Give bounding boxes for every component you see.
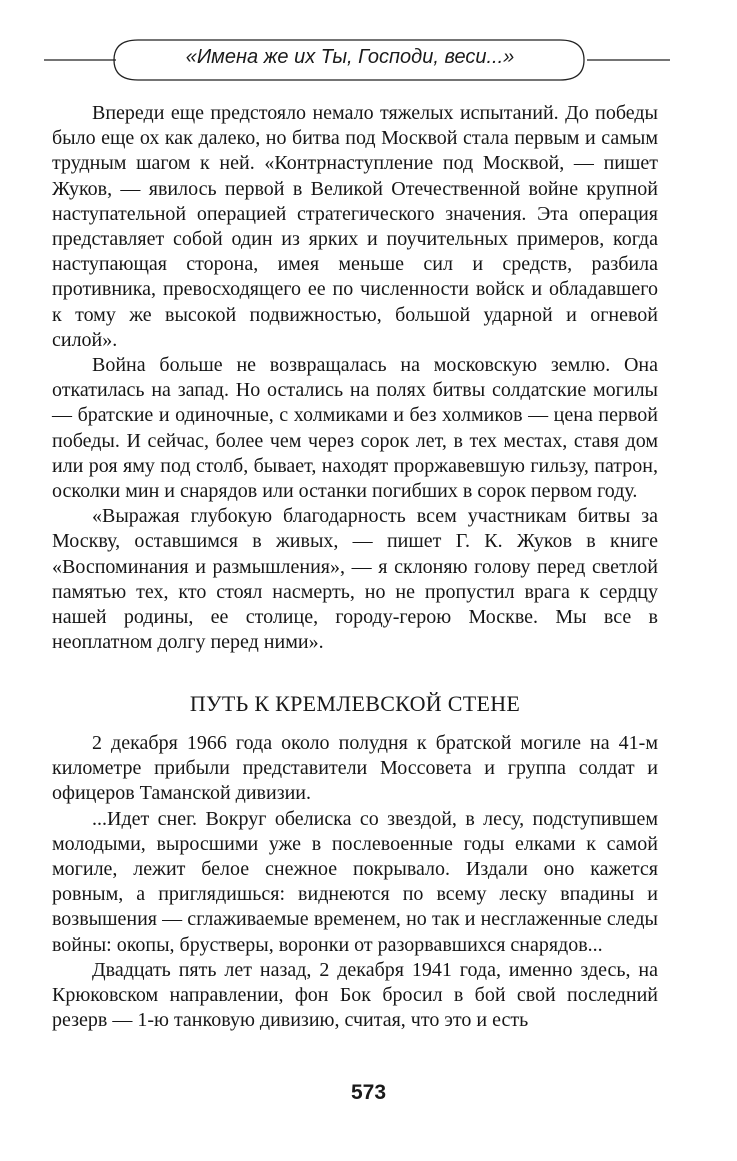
running-header [0, 0, 737, 110]
paragraph: «Выражая глубокую благодарность всем участникам битвы за Москву, оставшимся в живых, — пишет Г. К. Жуков в книге «Воспоминания и размышления», — я склоняю голову перед светлой памятью тех, кто стоял насмерть, но не пропустил врага к сердцу нашей родины, ее столице, городу-герою Москве. Мы все в неоплатном долгу перед ними». [52, 505, 658, 654]
paragraph: Война больше не возвращалась на московскую землю. Она откатилась на запад. Но остались на полях битвы солдатские могилы — братские и одиночные, с холмиками и без холмиков — цена первой победы. И сейчас, более чем через сорок лет, в тех местах, ставя дом или роя яму под столб, бывает, находят проржавевшую гильзу, патрон, осколки мин и снарядов или останки погибших в сорок первом году. [52, 354, 658, 503]
page-number: 573 [350, 1081, 387, 1104]
running-title: «Имена же их Ты, Господи, веси...» [185, 46, 515, 68]
paragraph: Двадцать пять лет назад, 2 декабря 1941 года, именно здесь, на Крюковском направлении, фон Бок бросил в бой свой последний резерв — 1-ю танковую дивизию, считая, что это и есть [52, 958, 658, 1032]
paragraph: 2 декабря 1966 года около полудня к братской могиле на 41-м километре прибыли представители Моссовета и группа солдат и офицеров Таманской дивизии. [52, 732, 658, 805]
section-heading: ПУТЬ К КРЕМЛЕВСКОЙ СТЕНЕ [189, 691, 521, 716]
section-1-body [52, 101, 658, 655]
section-2-body [52, 731, 658, 1033]
paragraph: Впереди еще предстояло немало тяжелых испытаний. До победы было еще ох как далеко, но битва под Москвой стала первым и самым трудным шагом к ней. «Контрнаступление под Москвой, — пишет Жуков, — явилось первой в Великой Отечественной войне крупной наступательной операцией стратегического значения. Эта операция представляет собой один из ярких и поучительных примеров, когда наступающая сторона, имея меньше сил и средств, разбила противника, превосходящего ее по численности войск и обладавшего к тому же высокой подвижностью, большой ударной и огневой силой». [52, 102, 658, 351]
paragraph: ...Идет снег. Вокруг обелиска со звездой, в лесу, подступившем молодыми, выросшими уже в послевоенные годы елками к самой могиле, лежит белое снежное покрывало. Издали оно кажется ровным, а приглядишься: виднеются по всему леску впадины и возвышения — сглаживаемые временем, но так и несглаженные следы войны: окопы, брустверы, воронки от разорвавшихся снарядов... [52, 807, 658, 956]
